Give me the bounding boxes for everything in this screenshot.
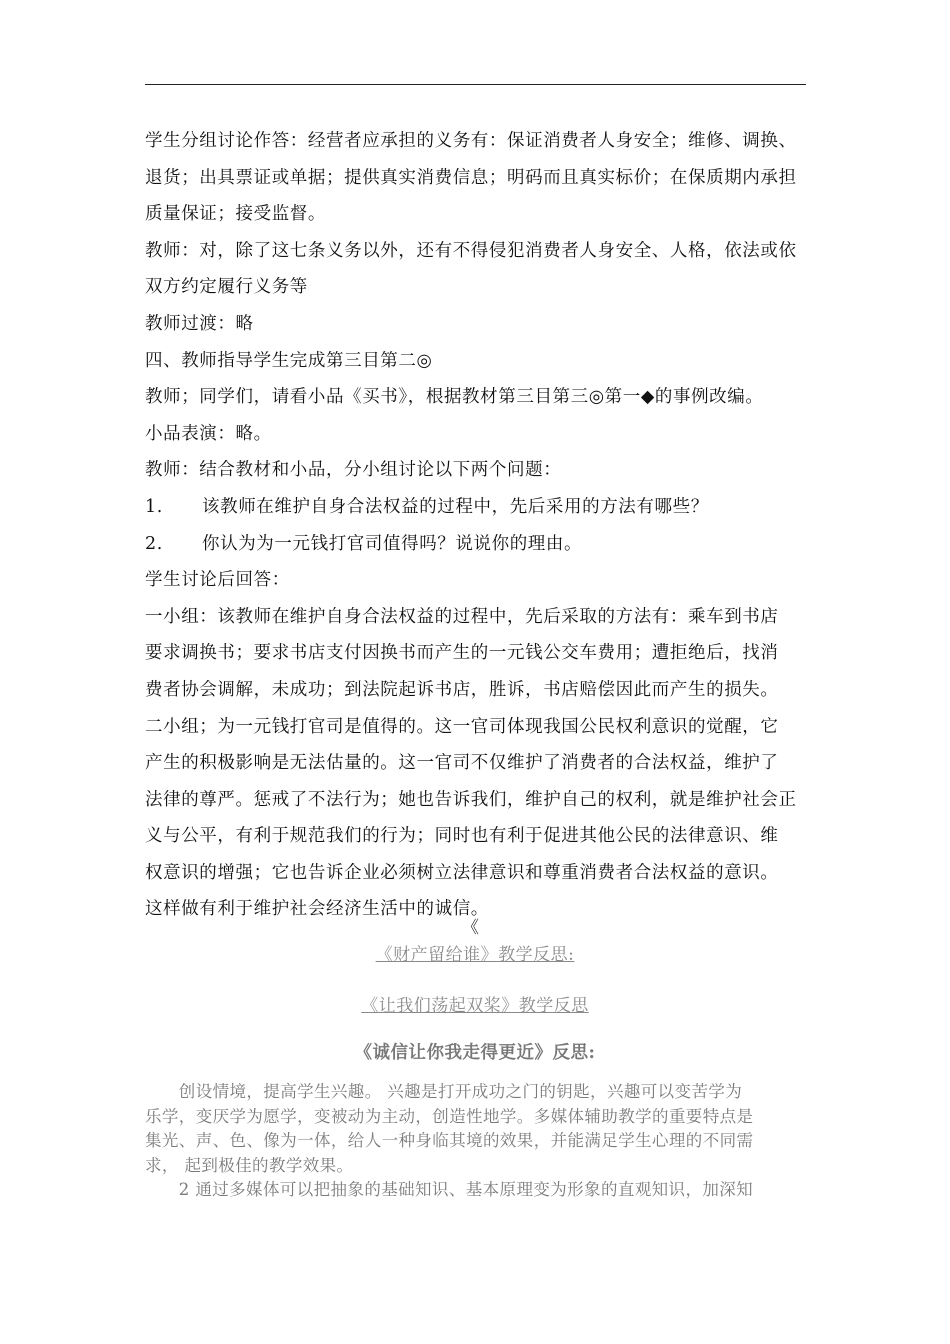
question-text: 该教师在维护自身合法权益的过程中，先后采用的方法有哪些？ xyxy=(202,496,709,517)
paragraph-line: 权意识的增强；它也告诉企业必须树立法律意识和尊重消费者合法权益的意识。 xyxy=(145,862,779,883)
paragraph-line: 教师：对，除了这七条义务以外，还有不得侵犯消费者人身安全、人格，依法或依 xyxy=(145,240,797,261)
reflection-body xyxy=(145,1080,806,1203)
question-text: 你认为为一元钱打官司值得吗？说说你的理由。 xyxy=(202,533,583,554)
reflection-heading: 《诚信让你我走得更近》反思: xyxy=(354,1043,596,1063)
paragraph-line: 质量保证；接受监督。 xyxy=(145,204,326,225)
reflection-line: 集光、声、色、像为一体，给人一种身临其境的效果，并能满足学生心理的不同需 xyxy=(145,1131,754,1150)
paragraph-line: 小品表演：略。 xyxy=(145,423,272,444)
paragraph-line: 教师过渡：略 xyxy=(145,313,254,334)
paragraph-line: 这样做有利于维护社会经济生活中的诚信。 xyxy=(145,899,489,920)
paragraph-line: 要求调换书；要求书店支付因换书而产生的一元钱公交车费用；遭拒绝后，找消 xyxy=(145,643,779,664)
question-number: 1. xyxy=(145,496,163,517)
paragraph-line: 产生的积极影响是无法估量的。这一官司不仅维护了消费者的合法权益，维护了 xyxy=(145,753,779,774)
paragraph-line: 退货；出具票证或单据；提供真实消费信息；明码而且真实标价；在保质期内承担 xyxy=(145,167,797,188)
guillemet-mark: 《 xyxy=(462,918,479,938)
paragraph-line: 学生分组讨论作答：经营者应承担的义务有：保证消费者人身安全；维修、调换、 xyxy=(145,131,797,151)
paragraph-line: 学生讨论后回答： xyxy=(145,570,290,591)
paragraph-line: 教师：结合教材和小品，分小组讨论以下两个问题： xyxy=(145,460,562,481)
related-link-reflection-oars[interactable]: 《让我们荡起双桨》教学反思 xyxy=(361,996,589,1016)
paragraph-line: 教师；同学们，请看小品《买书》，根据教材第三目第三◎第一◆的事例改编。 xyxy=(145,387,764,408)
paragraph-line: 法律的尊严。惩戒了不法行为；她也告诉我们，维护自己的权利，就是维护社会正 xyxy=(145,789,797,810)
question-number: 2. xyxy=(145,533,163,554)
reflection-line: 乐学，变厌学为愿学，变被动为主动，创造性地学。多媒体辅助教学的重要特点是 xyxy=(145,1106,754,1126)
question-item xyxy=(145,489,806,526)
paragraph-line: 双方约定履行义务等 xyxy=(145,277,308,298)
lesson-body xyxy=(145,123,806,928)
section-heading-line: 四、教师指导学生完成第三目第二◎ xyxy=(145,350,433,371)
reflection-line: 求， 起到极佳的教学效果。 xyxy=(145,1155,354,1175)
header-rule xyxy=(145,84,806,85)
paragraph-line: 一小组：该教师在维护自身合法权益的过程中，先后采取的方法有：乘车到书店 xyxy=(145,606,779,627)
related-link-reflection-property[interactable]: 《财产留给谁》教学反思: xyxy=(375,945,575,965)
paragraph-line: 费者协会调解，未成功；到法院起诉书店，胜诉，书店赔偿因此而产生的损失。 xyxy=(145,679,779,700)
question-item xyxy=(145,526,806,563)
paragraph-line: 二小组；为一元钱打官司是值得的。这一官司体现我国公民权利意识的觉醒，它 xyxy=(145,716,779,737)
paragraph-line: 义与公平，有利于规范我们的行为；同时也有利于促进其他公民的法律意识、维 xyxy=(145,826,779,847)
reflection-line: 2 通过多媒体可以把抽象的基础知识、基本原理变为形象的直观知识，加深知 xyxy=(145,1180,754,1199)
reflection-line: 创设情境，提高学生兴趣。 兴趣是打开成功之门的钥匙，兴趣可以变苦学为 xyxy=(145,1082,743,1101)
